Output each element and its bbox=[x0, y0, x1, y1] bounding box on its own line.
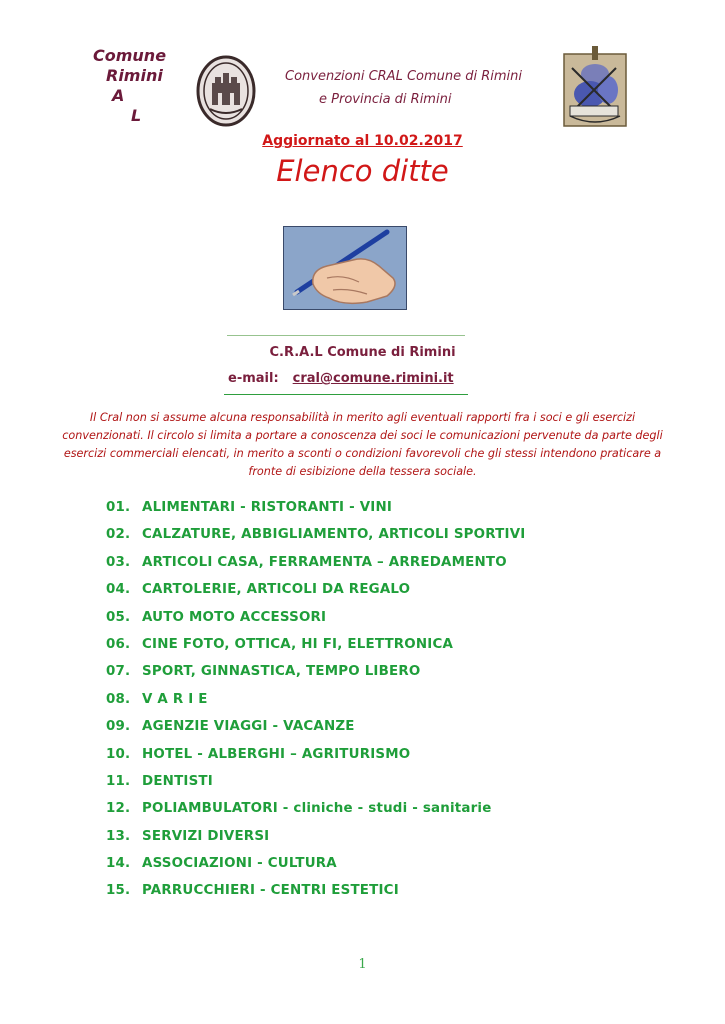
category-item[interactable] bbox=[106, 610, 666, 637]
category-item[interactable] bbox=[106, 527, 666, 554]
category-number: 01. bbox=[106, 500, 131, 515]
logo-line-3: A bbox=[112, 86, 125, 105]
category-number: 06. bbox=[106, 636, 131, 652]
disclaimer-text: Il Cral non si assume alcuna responsabilità in merito agli eventuali rapporti fra i soci e gli esercizi convenzionati. Il circolo si limita a portare a conoscenza dei soci le comunicazioni pervenute da parte degli esercizi commerciali elencati, in merito a sconti o condizioni favorevoli che gli stessi intendono praticare a fronte di esibizione della tessera sociale. bbox=[62, 411, 663, 478]
category-item[interactable] bbox=[106, 555, 666, 582]
category-item[interactable] bbox=[106, 774, 666, 801]
category-number: 15. bbox=[106, 883, 131, 899]
category-label: AUTO MOTO ACCESSORI bbox=[142, 609, 327, 625]
category-item[interactable] bbox=[106, 829, 666, 856]
category-number: 13. bbox=[106, 828, 131, 844]
logo-line-1: Comune bbox=[93, 46, 167, 65]
category-item[interactable] bbox=[106, 747, 666, 774]
category-number: 10. bbox=[106, 746, 131, 762]
category-number: 03. bbox=[106, 554, 131, 570]
category-label: DENTISTI bbox=[142, 773, 213, 789]
writing-hand-icon bbox=[283, 226, 407, 310]
category-item[interactable] bbox=[106, 719, 666, 746]
category-label: ALIMENTARI - RISTORANTI - VINI bbox=[142, 500, 393, 515]
category-label: V A R I E bbox=[142, 691, 208, 707]
category-label: CALZATURE, ABBIGLIAMENTO, ARTICOLI SPORTIVI bbox=[142, 527, 526, 543]
email-link[interactable]: cral@comune.rimini.it bbox=[292, 371, 454, 386]
category-label: ASSOCIAZIONI - CULTURA bbox=[142, 856, 337, 872]
category-item[interactable] bbox=[106, 801, 666, 828]
category-item[interactable] bbox=[106, 664, 666, 691]
category-number: 02. bbox=[106, 527, 131, 543]
category-number: 04. bbox=[106, 582, 131, 598]
windmill-emblem-icon bbox=[562, 46, 628, 130]
header-subtitle-2: e Provincia di Rimini bbox=[319, 92, 452, 107]
category-label: SPORT, GINNASTICA, TEMPO LIBERO bbox=[142, 664, 421, 680]
cral-name: C.R.A.L Comune di Rimini bbox=[269, 345, 456, 360]
divider-email bbox=[224, 394, 468, 395]
updated-date: Aggiornato al 10.02.2017 bbox=[262, 133, 463, 149]
page-number: 1 bbox=[358, 957, 367, 972]
category-item[interactable] bbox=[106, 856, 666, 883]
category-number: 09. bbox=[106, 719, 131, 735]
category-item[interactable] bbox=[106, 582, 666, 609]
category-label: PARRUCCHIERI - CENTRI ESTETICI bbox=[142, 883, 399, 899]
category-label: HOTEL - ALBERGHI – AGRITURISMO bbox=[142, 746, 411, 762]
category-number: 11. bbox=[106, 773, 131, 789]
category-number: 05. bbox=[106, 609, 131, 625]
logo-line-2: Rimini bbox=[106, 66, 163, 85]
header-subtitle-1: Convenzioni CRAL Comune di Rimini bbox=[285, 69, 523, 84]
cral-logo-text bbox=[93, 46, 173, 126]
category-number: 12. bbox=[106, 801, 131, 817]
logo-line-4: L bbox=[131, 106, 142, 125]
category-list bbox=[106, 500, 666, 911]
category-label: AGENZIE VIAGGI - VACANZE bbox=[142, 719, 355, 735]
category-item[interactable] bbox=[106, 692, 666, 719]
category-label: CARTOLERIE, ARTICOLI DA REGALO bbox=[142, 582, 411, 598]
email-label: e-mail: bbox=[228, 371, 279, 386]
category-number: 08. bbox=[106, 691, 131, 707]
email-row bbox=[228, 371, 468, 386]
category-label: POLIAMBULATORI - cliniche - studi - sanitarie bbox=[142, 801, 492, 817]
category-label: ARTICOLI CASA, FERRAMENTA – ARREDAMENTO bbox=[142, 554, 507, 570]
page-title: Elenco ditte bbox=[276, 154, 449, 188]
category-item[interactable] bbox=[106, 637, 666, 664]
divider-top bbox=[227, 335, 465, 336]
category-item[interactable] bbox=[106, 500, 666, 527]
category-number: 07. bbox=[106, 664, 131, 680]
city-seal-icon bbox=[196, 55, 256, 127]
category-number: 14. bbox=[106, 856, 131, 872]
category-label: CINE FOTO, OTTICA, HI FI, ELETTRONICA bbox=[142, 636, 454, 652]
category-item[interactable] bbox=[106, 883, 666, 910]
category-label: SERVIZI DIVERSI bbox=[142, 828, 270, 844]
